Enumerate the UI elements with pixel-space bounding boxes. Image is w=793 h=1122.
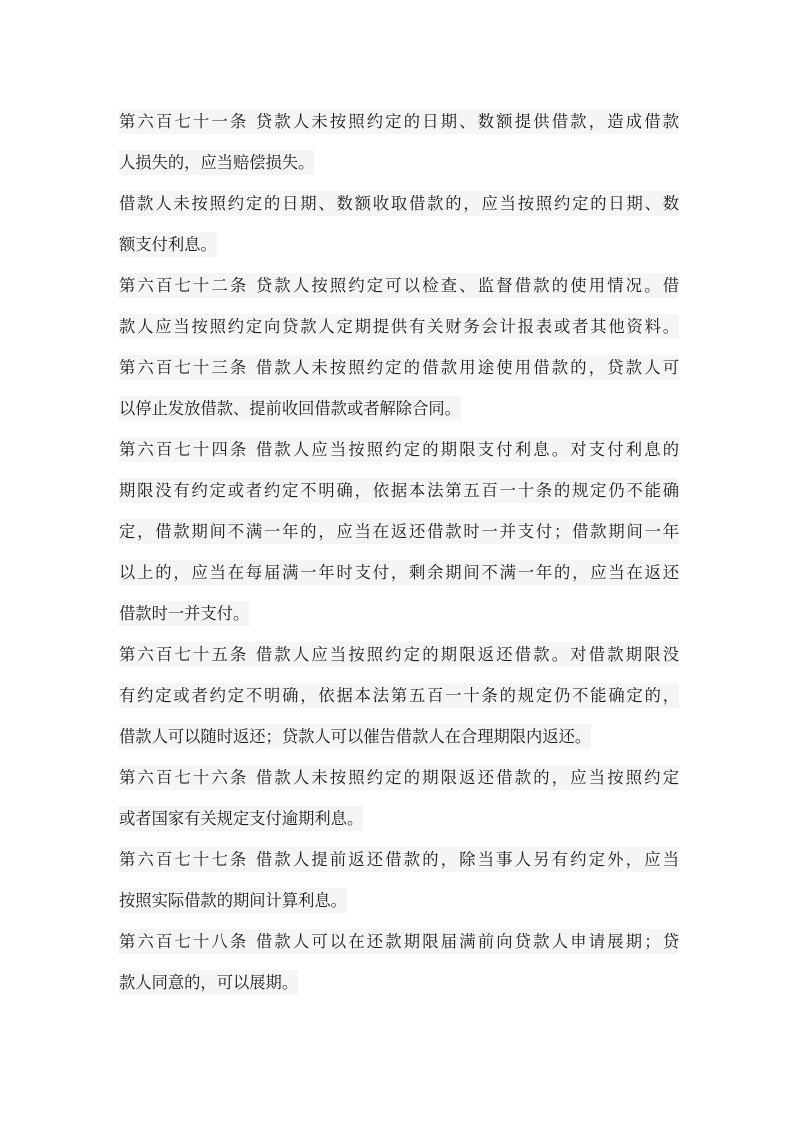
- text-line: [119, 347, 679, 388]
- text-line: [119, 798, 679, 839]
- text-line: [119, 634, 679, 675]
- text-line: [119, 552, 679, 593]
- text-line: [119, 757, 679, 798]
- text-line: [119, 962, 679, 1003]
- text-line: [119, 142, 679, 183]
- text-line: [119, 429, 679, 470]
- line-text: 第六百七十四条 借款人应当按照约定的期限支付利息。对支付利息的: [119, 437, 679, 462]
- line-text: 或者国家有关规定支付逾期利息。: [119, 806, 363, 831]
- line-text: 第六百七十七条 借款人提前返还借款的，除当事人另有约定外，应当: [119, 847, 679, 872]
- line-text: 第六百七十三条 借款人未按照约定的借款用途使用借款的，贷款人可: [119, 355, 679, 380]
- line-text: 第六百七十五条 借款人应当按照约定的期限返还借款。对借款期限没: [119, 642, 679, 667]
- document-body: [119, 101, 679, 1003]
- text-line: [119, 921, 679, 962]
- text-line: [119, 511, 679, 552]
- line-text: 期限没有约定或者约定不明确，依据本法第五百一十条的规定仍不能确: [119, 478, 679, 503]
- text-line: [119, 470, 679, 511]
- line-text: 人损失的，应当赔偿损失。: [119, 150, 314, 175]
- text-line: [119, 593, 679, 634]
- line-text: 第六百七十一条 贷款人未按照约定的日期、数额提供借款，造成借款: [119, 109, 679, 134]
- text-line: [119, 716, 679, 757]
- line-text: 第六百七十八条 借款人可以在还款期限届满前向贷款人申请展期；贷: [119, 929, 679, 954]
- text-line: [119, 183, 679, 224]
- line-text: 借款人可以随时返还；贷款人可以催告借款人在合理期限内返还。: [119, 724, 591, 749]
- line-text: 借款时一并支付。: [119, 601, 249, 626]
- text-line: [119, 224, 679, 265]
- line-text: 款人同意的，可以展期。: [119, 970, 298, 995]
- line-text: 以上的，应当在每届满一年时支付，剩余期间不满一年的，应当在返还: [119, 560, 679, 585]
- text-line: [119, 675, 679, 716]
- text-line: [119, 265, 679, 306]
- line-text: 定，借款期间不满一年的，应当在返还借款时一并支付；借款期间一年: [119, 519, 679, 544]
- line-text: 额支付利息。: [119, 232, 217, 257]
- text-line: [119, 839, 679, 880]
- line-text: 有约定或者约定不明确，依据本法第五百一十条的规定仍不能确定的，: [119, 683, 679, 708]
- line-text: 第六百七十二条 贷款人按照约定可以检查、监督借款的使用情况。借: [119, 273, 679, 298]
- line-text: 第六百七十六条 借款人未按照约定的期限返还借款的，应当按照约定: [119, 765, 679, 790]
- line-text: 借款人未按照约定的日期、数额收取借款的，应当按照约定的日期、数: [119, 191, 679, 216]
- text-line: [119, 388, 679, 429]
- text-line: [119, 306, 679, 347]
- text-line: [119, 101, 679, 142]
- text-line: [119, 880, 679, 921]
- line-text: 以停止发放借款、提前收回借款或者解除合同。: [119, 396, 461, 421]
- line-text: 款人应当按照约定向贷款人定期提供有关财务会计报表或者其他资料。: [119, 314, 679, 339]
- line-text: 按照实际借款的期间计算利息。: [119, 888, 347, 913]
